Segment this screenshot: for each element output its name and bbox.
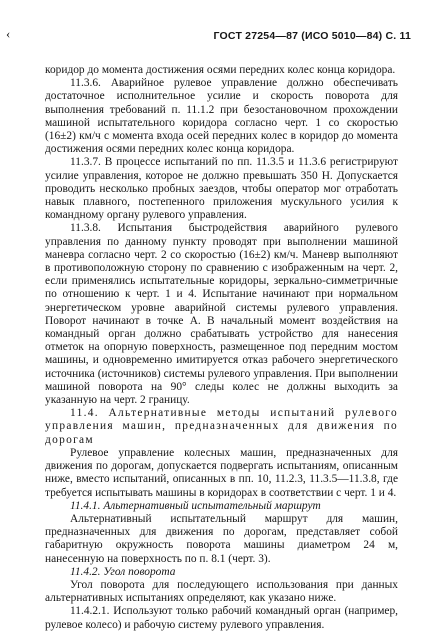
paragraph: коридор до момента достижения осями передних колес конца коридора.: [45, 64, 396, 76]
margin-mark: ‹: [6, 26, 11, 41]
paragraph: Угол поворота для последующего использования при данных альтернативных испытаниях определяют, как указано ниже.: [45, 578, 398, 605]
paragraph: Альтернативный испытательный маршрут для машин, предназначенных для движения по дорогам, представляет собой габаритную окружность поворота машины диаметром 24 м, нанесенную на поверхность по п. 8.1 (черт. 3).: [45, 512, 398, 565]
paragraph: 11.3.7. В процессе испытаний по пп. 11.3.5 и 11.3.6 регистрируют усилие управления, которое не должно превышать 350 Н. Допускается проводить несколько пробных заездов, чтобы оператор мог отработать навык плавного, постепенного приложения мускульного усилия к командному органу рулевого управления.: [45, 156, 398, 222]
paragraph: 11.3.8. Испытания быстродействия аварийного рулевого управления по данному пункту проводят при выполнении машиной маневра согласно черт. 2 со скоростью (16±2) км/ч. Маневр выполняют в противоположную сторону по сравнению с изображенным на черт. 2, если применялись испытательные коридоры, зеркально-симметричные по отношению к черт. 1 и 4. Испытание начинают при нормальном энергетическом уровне аварийной системы рулевого управления. Поворот начинают в точке А. В начальный момент воздействия на командный орган должно срабатывать устройство для нанесения отметок на опорную поверхность, размещенное под передним мостом машины, и одновременно имитируется отказ рабочего энергетического источника (источников) системы рулевого управления. При выполнении машиной поворота на 90° следы колес не должны выходить за указанную на черт. 2 границу.: [45, 222, 398, 407]
paragraph: 11.3.6. Аварийное рулевое управление должно обеспечивать достаточное исполнительное усилие и скорость поворота для выполнения требований п. 11.1.2 при безостановочном прохождении машиной испытательного коридора согласно черт. 1 со скоростью (16±2) км/ч с момента входа осей передних колес в коридор до момента достижения осями передних колес конца коридора.: [45, 77, 398, 156]
paragraph: 11.4. Альтернативные методы испытаний рулевого управления машин, предназначенных для движения по дорогам: [45, 407, 398, 446]
paragraph: Рулевое управление колесных машин, предназначенных для движения по дорогам, допускается подвергать испытаниям, описанным ниже, вместо испытаний, описанных в пп. 10, 11.2.3, 11.3.5—11.3.8, где требуется испытывать машины в коридорах в соответствии с черт. 1 и 4.: [45, 446, 398, 499]
paragraph: 11.4.2.1. Используют только рабочий командный орган (например, рулевое колесо) и рабочую систему рулевого управления.: [45, 605, 398, 631]
paragraph: 11.4.2. Угол поворота: [70, 565, 176, 578]
page-header: ГОСТ 27254—87 (ИСО 5010—84) С. 11: [213, 30, 411, 42]
body-text: [45, 64, 398, 632]
paragraph: 11.4.1. Альтернативный испытательный маршрут: [70, 499, 321, 512]
